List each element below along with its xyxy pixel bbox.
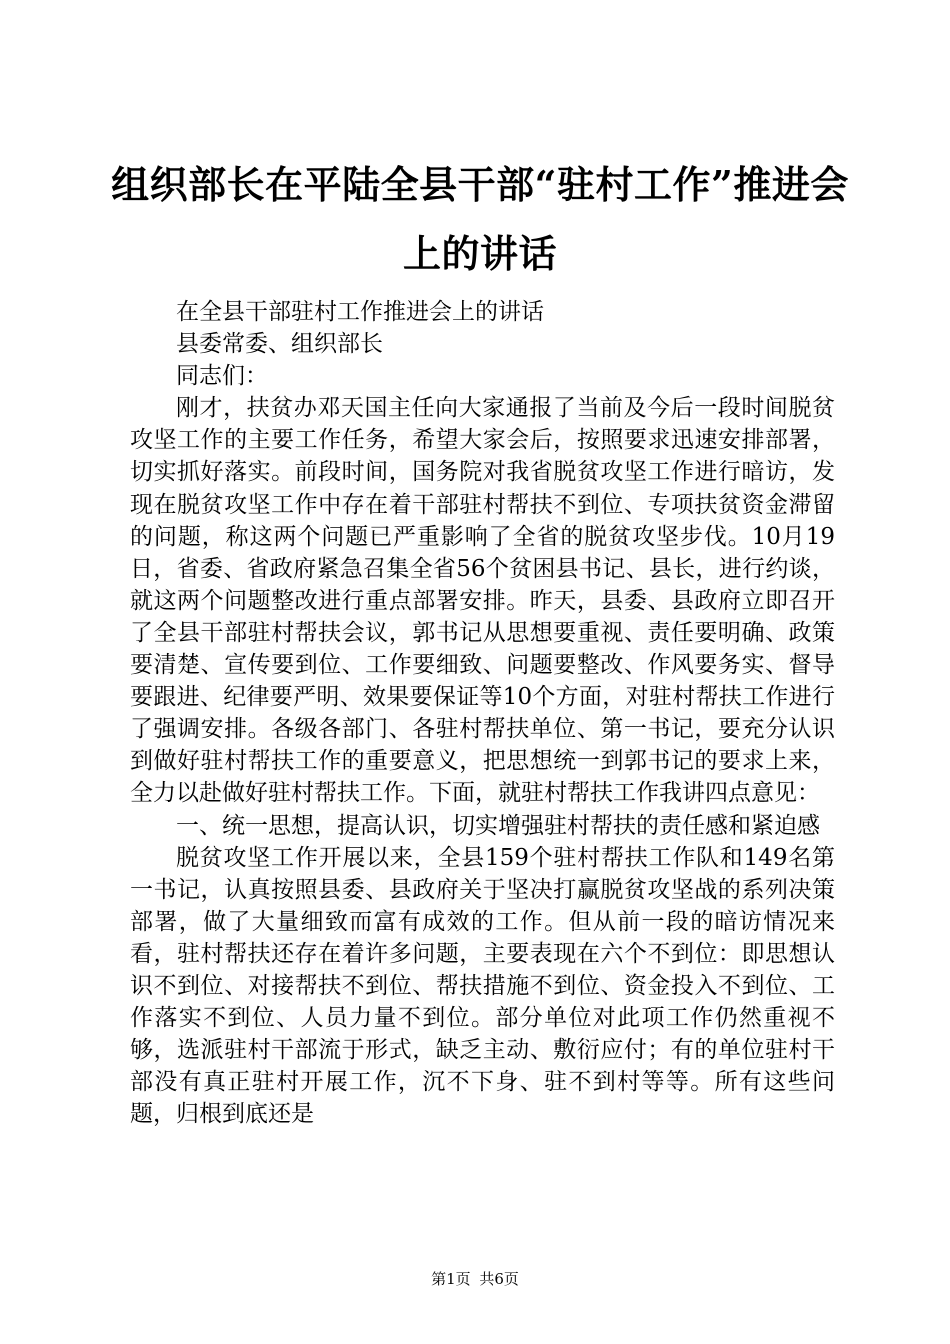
salutation: 同志们： xyxy=(176,363,268,390)
page-number: 第1页 xyxy=(431,1270,471,1288)
body-paragraph: 脱贫攻坚工作开展以来，全县159个驻村帮扶工作队和149名第一书记，认真按照县委、县政府关于坚决打赢脱贫攻坚战的系列决策部署，做了大量细致而富有成效的工作。但从前一段的暗访情况来看，驻村帮扶还存在着许多问题，主要表现在六个不到位：即思想认识不到位、对接帮扶不到位、帮扶措施不到位、资金投入不到位、工作落实不到位、人员力量不到位。部分单位对此项工作仍然重视不够，选派驻村干部流于形式，缺乏主动、敷衍应付；有的单位驻村干部没有真正驻村开展工作，沉不下身、驻不到村等等。所有这些问题，归根到底还是 xyxy=(130,844,835,1128)
document-title: 组织部长在平陆全县干部“驻村工作”推进会上的讲话 xyxy=(111,162,849,276)
page-total: 共6页 xyxy=(479,1270,519,1288)
body-paragraph: 刚才，扶贫办邓天国主任向大家通报了当前及今后一段时间脱贫攻坚工作的主要工作任务，希望大家会后，按照要求迅速安排部署，切实抓好落实。前段时间，国务院对我省脱贫攻坚工作进行暗访，发现在脱贫攻坚工作中存在着干部驻村帮扶不到位、专项扶贫资金滞留的问题，称这两个问题已严重影响了全省的脱贫攻坚步伐。10月19日，省委、省政府紧急召集全省56个贫困县书记、县长，进行约谈，就这两个问题整改进行重点部署安排。昨天，县委、县政府立即召开了全县干部驻村帮扶会议，郭书记从思想要重视、责任要明确、政策要清楚、宣传要到位、工作要细致、问题要整改、作风要务实、督导要跟进、纪律要严明、效果要保证等10个方面，对驻村帮扶工作进行了强调安排。各级各部门、各驻村帮扶单位、第一书记，要充分认识到做好驻村帮扶工作的重要意义，把思想统一到郭书记的要求上来，全力以赴做好驻村帮扶工作。下面，就驻村帮扶工作我讲四点意见： xyxy=(130,395,835,807)
speaker-line: 县委常委、组织部长 xyxy=(176,331,383,358)
document-body xyxy=(130,296,835,1130)
section-heading: 一、统一思想，提高认识，切实增强驻村帮扶的责任感和紧迫感 xyxy=(176,812,820,839)
speech-heading: 在全县干部驻村工作推进会上的讲话 xyxy=(176,299,544,325)
page-footer xyxy=(0,1270,950,1288)
